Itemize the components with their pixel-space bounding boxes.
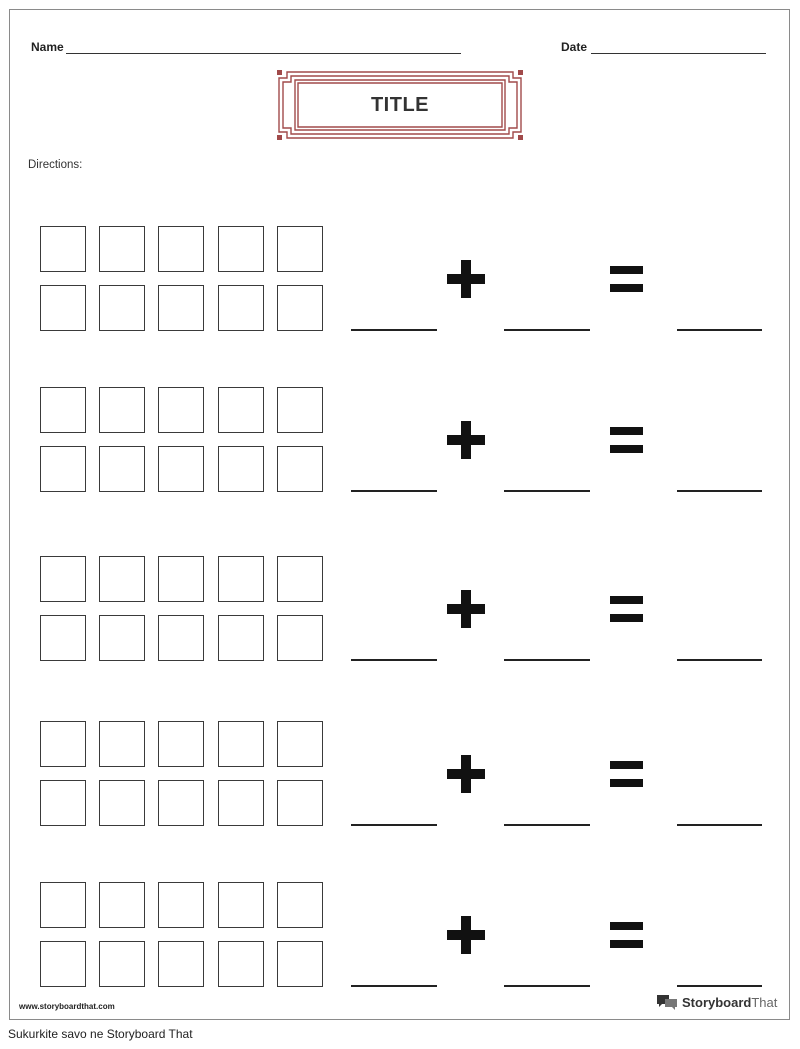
ten-frame-box[interactable] <box>99 941 145 987</box>
answer-blank[interactable] <box>677 985 762 987</box>
ten-frame-box[interactable] <box>99 387 145 433</box>
ten-frame-box[interactable] <box>277 780 323 826</box>
speech-bubbles-icon <box>656 994 678 1010</box>
addend-blank[interactable] <box>504 490 590 492</box>
addend-blank[interactable] <box>504 985 590 987</box>
date-label: Date <box>561 40 588 54</box>
directions-label: Directions: <box>28 159 83 171</box>
answer-blank[interactable] <box>677 659 762 661</box>
problem-row <box>0 226 800 336</box>
ten-frame-box[interactable] <box>218 615 264 661</box>
plus-icon <box>447 260 485 298</box>
ten-frame-box[interactable] <box>158 780 204 826</box>
date-field-line[interactable] <box>591 53 766 54</box>
addend-blank[interactable] <box>504 659 590 661</box>
ten-frame-box[interactable] <box>40 387 86 433</box>
ten-frame-box[interactable] <box>40 556 86 602</box>
ten-frame-box[interactable] <box>158 285 204 331</box>
answer-blank[interactable] <box>677 824 762 826</box>
addend-blank[interactable] <box>504 329 590 331</box>
ten-frame-box[interactable] <box>40 446 86 492</box>
plus-icon <box>447 590 485 628</box>
ten-frame-box[interactable] <box>40 615 86 661</box>
addend-blank[interactable] <box>504 824 590 826</box>
ten-frame-box[interactable] <box>277 226 323 272</box>
problem-row <box>0 882 800 992</box>
ten-frame-box[interactable] <box>99 556 145 602</box>
ten-frame-box[interactable] <box>99 615 145 661</box>
ten-frame-box[interactable] <box>158 226 204 272</box>
plus-icon <box>447 421 485 459</box>
ten-frame-box[interactable] <box>218 556 264 602</box>
problem-row <box>0 387 800 497</box>
equals-icon <box>610 266 643 292</box>
ten-frame-box[interactable] <box>40 226 86 272</box>
ten-frame-box[interactable] <box>277 446 323 492</box>
ten-frame-box[interactable] <box>99 882 145 928</box>
ten-frame-box[interactable] <box>277 721 323 767</box>
ten-frame-box[interactable] <box>158 882 204 928</box>
addend-blank[interactable] <box>351 824 437 826</box>
name-field-line[interactable] <box>66 53 461 54</box>
addend-blank[interactable] <box>351 985 437 987</box>
ten-frame-box[interactable] <box>218 941 264 987</box>
ten-frame-box[interactable] <box>40 941 86 987</box>
ten-frame-box[interactable] <box>99 285 145 331</box>
ten-frame-box[interactable] <box>158 615 204 661</box>
answer-blank[interactable] <box>677 490 762 492</box>
ten-frame-box[interactable] <box>218 226 264 272</box>
ten-frame-box[interactable] <box>218 285 264 331</box>
storyboardthat-logo <box>656 992 777 1012</box>
ten-frame-box[interactable] <box>218 780 264 826</box>
worksheet-title[interactable]: TITLE <box>370 93 430 116</box>
ten-frame-box[interactable] <box>99 780 145 826</box>
ten-frame-box[interactable] <box>40 882 86 928</box>
brand-storyboard: Storyboard <box>682 994 752 1010</box>
equals-icon <box>610 427 643 453</box>
ten-frame-box[interactable] <box>277 941 323 987</box>
ten-frame-box[interactable] <box>99 721 145 767</box>
problem-row <box>0 556 800 666</box>
ten-frame-box[interactable] <box>158 387 204 433</box>
equals-icon <box>610 761 643 787</box>
plus-icon <box>447 755 485 793</box>
ten-frame-box[interactable] <box>218 721 264 767</box>
ten-frame-box[interactable] <box>158 446 204 492</box>
addend-blank[interactable] <box>351 329 437 331</box>
ten-frame-box[interactable] <box>218 882 264 928</box>
caption-text: Sukurkite savo ne Storyboard That <box>8 1027 193 1041</box>
ten-frame-box[interactable] <box>277 882 323 928</box>
website-footer: www.storyboardthat.com <box>19 1002 115 1011</box>
ten-frame-box[interactable] <box>218 446 264 492</box>
ten-frame-box[interactable] <box>99 226 145 272</box>
equals-icon <box>610 596 643 622</box>
ten-frame-box[interactable] <box>277 285 323 331</box>
title-frame <box>277 70 523 140</box>
ten-frame-box[interactable] <box>40 285 86 331</box>
ten-frame-box[interactable] <box>158 556 204 602</box>
equals-icon <box>610 922 643 948</box>
answer-blank[interactable] <box>677 329 762 331</box>
ten-frame-box[interactable] <box>40 780 86 826</box>
ten-frame-box[interactable] <box>218 387 264 433</box>
worksheet-page <box>9 9 790 1020</box>
ten-frame-box[interactable] <box>99 446 145 492</box>
ten-frame-box[interactable] <box>277 387 323 433</box>
addend-blank[interactable] <box>351 659 437 661</box>
ten-frame-box[interactable] <box>40 721 86 767</box>
ten-frame-box[interactable] <box>277 556 323 602</box>
name-label: Name <box>31 40 64 54</box>
addend-blank[interactable] <box>351 490 437 492</box>
ten-frame-box[interactable] <box>158 721 204 767</box>
ten-frame-box[interactable] <box>277 615 323 661</box>
brand-that: That <box>751 994 778 1010</box>
ten-frame-box[interactable] <box>158 941 204 987</box>
plus-icon <box>447 916 485 954</box>
problem-row <box>0 721 800 831</box>
